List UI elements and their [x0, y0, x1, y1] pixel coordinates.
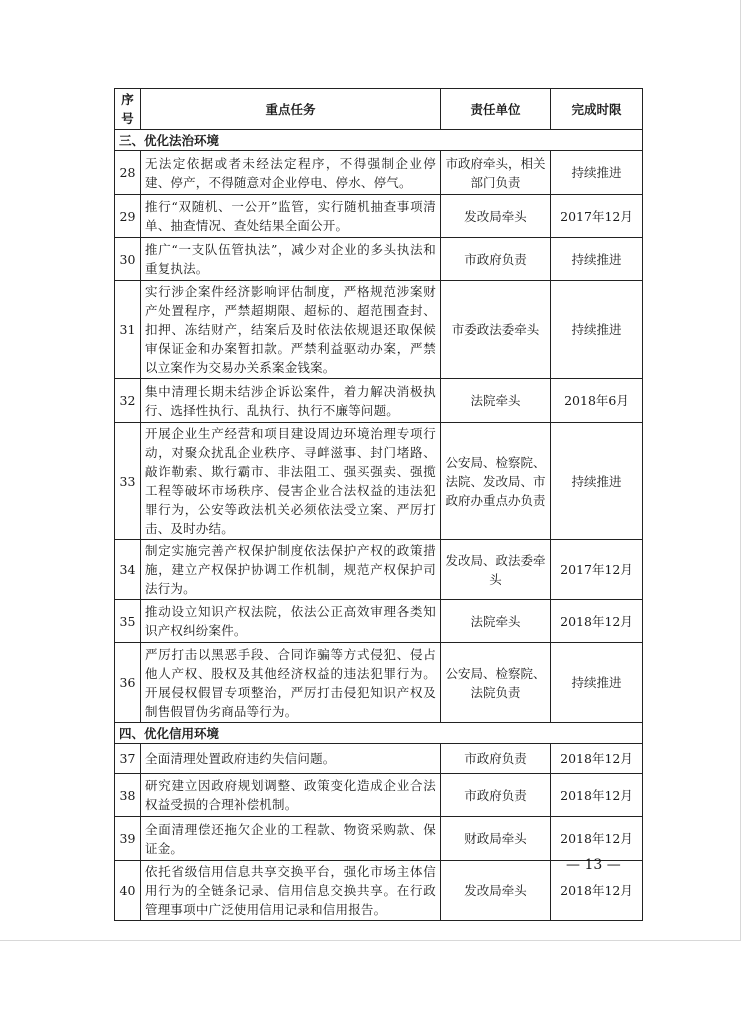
table-row — [115, 744, 643, 774]
row-task: 研究建立因政府规划调整、政策变化造成企业合法权益受损的合理补偿机制。 — [141, 774, 441, 817]
row-unit: 法院牵头 — [441, 600, 551, 643]
task-table — [114, 88, 643, 921]
table-header-row — [115, 89, 643, 130]
row-task: 全面清理偿还拖欠企业的工程款、物资采购款、保证金。 — [141, 817, 441, 861]
table-row — [115, 281, 643, 379]
row-deadline: 2018年6月 — [551, 379, 643, 423]
row-number: 30 — [115, 238, 141, 281]
row-number: 31 — [115, 281, 141, 379]
table-row — [115, 151, 643, 195]
row-unit: 市政府负责 — [441, 744, 551, 774]
table-row — [115, 238, 643, 281]
page-number: — 13 — — [566, 857, 621, 873]
table-row — [115, 423, 643, 540]
row-unit: 市政府牵头，相关部门负责 — [441, 151, 551, 195]
table-row — [115, 643, 643, 723]
row-task: 制定实施完善产权保护制度依法保护产权的政策措施，建立产权保护协调工作机制，规范产权保护司法行为。 — [141, 540, 441, 600]
row-deadline: 2018年12月 — [551, 817, 643, 861]
row-number: 33 — [115, 423, 141, 540]
row-number: 28 — [115, 151, 141, 195]
row-task: 集中清理长期未结涉企诉讼案件，着力解决消极执行、选择性执行、乱执行、执行不廉等问题。 — [141, 379, 441, 423]
row-task: 推广“一支队伍管执法”，减少对企业的多头执法和重复执法。 — [141, 238, 441, 281]
row-deadline: 2018年12月 — [551, 774, 643, 817]
row-unit: 发改局、政法委牵头 — [441, 540, 551, 600]
row-number: 40 — [115, 861, 141, 921]
header-number: 序号 — [115, 89, 141, 130]
table-row — [115, 861, 643, 921]
row-unit: 发改局牵头 — [441, 861, 551, 921]
row-task: 开展企业生产经营和项目建设周边环境治理专项行动，对聚众扰乱企业秩序、寻衅滋事、封门堵路、敲诈勒索、欺行霸市、非法阻工、强买强卖、强揽工程等破坏市场秩序、侵害企业合法权益的违法犯罪行为，公安等政法机关必须依法受立案、严厉打击、及时办结。 — [141, 423, 441, 540]
table-row — [115, 379, 643, 423]
row-number: 34 — [115, 540, 141, 600]
row-deadline: 2017年12月 — [551, 540, 643, 600]
table-row — [115, 600, 643, 643]
row-unit: 公安局、检察院、法院、发改局、市政府办重点办负责 — [441, 423, 551, 540]
row-number: 38 — [115, 774, 141, 817]
row-number: 39 — [115, 817, 141, 861]
section-row — [115, 130, 643, 151]
row-number: 37 — [115, 744, 141, 774]
row-deadline: 持续推进 — [551, 281, 643, 379]
row-number: 29 — [115, 195, 141, 238]
row-task: 实行涉企案件经济影响评估制度，严格规范涉案财产处置程序，严禁超期限、超标的、超范围查封、扣押、冻结财产，结案后及时依法依规退还取保候审保证金和办案暂扣款。严禁利益驱动办案，严禁以立案作为交易办关系案金钱案。 — [141, 281, 441, 379]
row-deadline: 持续推进 — [551, 151, 643, 195]
row-task: 严厉打击以黑恶手段、合同诈骗等方式侵犯、侵占他人产权、股权及其他经济权益的违法犯罪行为。开展侵权假冒专项整治，严厉打击侵犯知识产权及制售假冒伪劣商品等行为。 — [141, 643, 441, 723]
header-task: 重点任务 — [141, 89, 441, 130]
row-unit: 市委政法委牵头 — [441, 281, 551, 379]
table-row — [115, 540, 643, 600]
row-task: 推行“双随机、一公开”监管，实行随机抽查事项清单、抽查情况、查处结果全面公开。 — [141, 195, 441, 238]
section-title: 三、优化法治环境 — [115, 130, 643, 151]
row-unit: 市政府负责 — [441, 238, 551, 281]
row-deadline: 2018年12月 — [551, 861, 643, 921]
row-deadline: 持续推进 — [551, 423, 643, 540]
row-deadline: 持续推进 — [551, 238, 643, 281]
table-row — [115, 817, 643, 861]
row-unit: 市政府负责 — [441, 774, 551, 817]
header-unit: 责任单位 — [441, 89, 551, 130]
row-unit: 法院牵头 — [441, 379, 551, 423]
row-deadline: 2017年12月 — [551, 195, 643, 238]
section-title: 四、优化信用环境 — [115, 723, 643, 744]
row-task: 无法定依据或者未经法定程序，不得强制企业停建、停产，不得随意对企业停电、停水、停气。 — [141, 151, 441, 195]
row-number: 32 — [115, 379, 141, 423]
row-deadline: 2018年12月 — [551, 600, 643, 643]
row-task: 依托省级信用信息共享交换平台，强化市场主体信用行为的全链条记录、信用信息交换共享。在行政管理事项中广泛使用信用记录和信用报告。 — [141, 861, 441, 921]
row-unit: 公安局、检察院、法院负责 — [441, 643, 551, 723]
header-deadline: 完成时限 — [551, 89, 643, 130]
table-row — [115, 195, 643, 238]
row-deadline: 持续推进 — [551, 643, 643, 723]
row-deadline: 2018年12月 — [551, 744, 643, 774]
row-unit: 发改局牵头 — [441, 195, 551, 238]
row-task: 全面清理处置政府违约失信问题。 — [141, 744, 441, 774]
section-row — [115, 723, 643, 744]
row-number: 36 — [115, 643, 141, 723]
row-number: 35 — [115, 600, 141, 643]
row-task: 推动设立知识产权法院，依法公正高效审理各类知识产权纠纷案件。 — [141, 600, 441, 643]
row-unit: 财政局牵头 — [441, 817, 551, 861]
table-row — [115, 774, 643, 817]
